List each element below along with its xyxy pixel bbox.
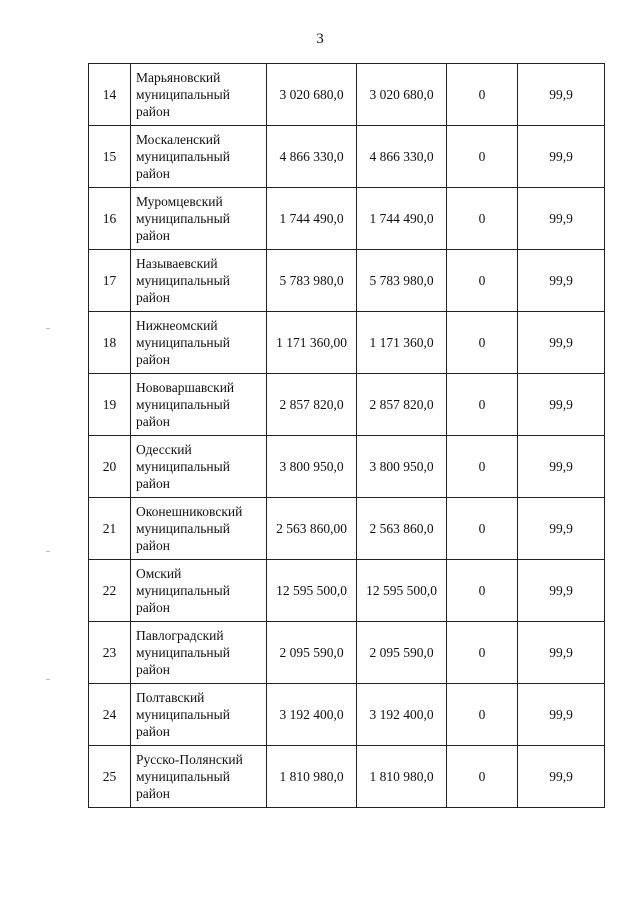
- amount-difference: 0: [447, 250, 518, 312]
- table-row: [89, 622, 605, 684]
- row-number: 21: [89, 498, 131, 560]
- percent-value: 99,9: [518, 436, 605, 498]
- amount-actual: 2 857 820,0: [357, 374, 447, 436]
- district-name: [131, 560, 267, 622]
- table-row: [89, 374, 605, 436]
- district-name-line: район: [136, 662, 170, 677]
- district-name-line: Нововаршавский: [136, 380, 235, 395]
- amount-planned: 1 810 980,0: [267, 746, 357, 808]
- district-name-line: муниципальный: [136, 769, 230, 784]
- amount-actual: 1 810 980,0: [357, 746, 447, 808]
- row-number: 16: [89, 188, 131, 250]
- amount-actual: 12 595 500,0: [357, 560, 447, 622]
- amount-actual: 3 192 400,0: [357, 684, 447, 746]
- amount-actual: 3 800 950,0: [357, 436, 447, 498]
- amount-difference: 0: [447, 684, 518, 746]
- amount-planned: 3 020 680,0: [267, 64, 357, 126]
- district-name-line: муниципальный: [136, 521, 230, 536]
- table-row: [89, 498, 605, 560]
- budget-table: [88, 63, 605, 808]
- row-number: 15: [89, 126, 131, 188]
- row-number: 18: [89, 312, 131, 374]
- amount-difference: 0: [447, 560, 518, 622]
- district-name-line: район: [136, 786, 170, 801]
- district-name: [131, 436, 267, 498]
- district-name-line: Муромцевский: [136, 194, 223, 209]
- district-name-line: муниципальный: [136, 707, 230, 722]
- amount-planned: 2 857 820,0: [267, 374, 357, 436]
- row-number: 25: [89, 746, 131, 808]
- amount-difference: 0: [447, 312, 518, 374]
- row-number: 14: [89, 64, 131, 126]
- amount-difference: 0: [447, 188, 518, 250]
- district-name-line: муниципальный: [136, 459, 230, 474]
- district-name: [131, 622, 267, 684]
- percent-value: 99,9: [518, 374, 605, 436]
- percent-value: 99,9: [518, 188, 605, 250]
- percent-value: 99,9: [518, 250, 605, 312]
- amount-planned: 3 192 400,0: [267, 684, 357, 746]
- district-name: [131, 64, 267, 126]
- district-name-line: муниципальный: [136, 583, 230, 598]
- district-name: [131, 374, 267, 436]
- amount-actual: 1 744 490,0: [357, 188, 447, 250]
- district-name-line: Омский: [136, 566, 182, 581]
- table-row: [89, 64, 605, 126]
- table-row: [89, 746, 605, 808]
- row-number: 17: [89, 250, 131, 312]
- row-number: 23: [89, 622, 131, 684]
- amount-planned: 2 563 860,00: [267, 498, 357, 560]
- district-name-line: муниципальный: [136, 397, 230, 412]
- district-name: [131, 250, 267, 312]
- amount-difference: 0: [447, 126, 518, 188]
- amount-actual: 4 866 330,0: [357, 126, 447, 188]
- table-row: [89, 436, 605, 498]
- district-name-line: район: [136, 290, 170, 305]
- amount-difference: 0: [447, 64, 518, 126]
- district-name-line: район: [136, 414, 170, 429]
- district-name-line: Одесский: [136, 442, 192, 457]
- amount-planned: 12 595 500,0: [267, 560, 357, 622]
- amount-planned: 1 171 360,00: [267, 312, 357, 374]
- percent-value: 99,9: [518, 312, 605, 374]
- district-name-line: район: [136, 166, 170, 181]
- table-row: [89, 560, 605, 622]
- district-name-line: район: [136, 724, 170, 739]
- percent-value: 99,9: [518, 622, 605, 684]
- amount-actual: 3 020 680,0: [357, 64, 447, 126]
- amount-planned: 3 800 950,0: [267, 436, 357, 498]
- district-name: [131, 312, 267, 374]
- margin-mark: [46, 328, 50, 329]
- percent-value: 99,9: [518, 684, 605, 746]
- district-name-line: Русско-Полянский: [136, 752, 243, 767]
- table-row: [89, 312, 605, 374]
- district-name-line: муниципальный: [136, 211, 230, 226]
- percent-value: 99,9: [518, 126, 605, 188]
- amount-actual: 2 095 590,0: [357, 622, 447, 684]
- district-name-line: Полтавский: [136, 690, 205, 705]
- district-name-line: муниципальный: [136, 335, 230, 350]
- district-name: [131, 126, 267, 188]
- district-name: [131, 188, 267, 250]
- district-name-line: Оконешниковский: [136, 504, 243, 519]
- table-row: [89, 188, 605, 250]
- district-name-line: муниципальный: [136, 149, 230, 164]
- amount-actual: 2 563 860,0: [357, 498, 447, 560]
- district-name: [131, 746, 267, 808]
- table-body: [89, 64, 605, 808]
- district-name-line: Нижнеомский: [136, 318, 218, 333]
- amount-planned: 1 744 490,0: [267, 188, 357, 250]
- district-name-line: Называевский: [136, 256, 218, 271]
- amount-difference: 0: [447, 436, 518, 498]
- amount-planned: 4 866 330,0: [267, 126, 357, 188]
- amount-planned: 5 783 980,0: [267, 250, 357, 312]
- percent-value: 99,9: [518, 560, 605, 622]
- district-name-line: муниципальный: [136, 273, 230, 288]
- percent-value: 99,9: [518, 64, 605, 126]
- row-number: 20: [89, 436, 131, 498]
- district-name: [131, 684, 267, 746]
- district-name-line: муниципальный: [136, 645, 230, 660]
- table-row: [89, 684, 605, 746]
- row-number: 19: [89, 374, 131, 436]
- district-name-line: район: [136, 104, 170, 119]
- percent-value: 99,9: [518, 498, 605, 560]
- district-name-line: район: [136, 476, 170, 491]
- amount-difference: 0: [447, 498, 518, 560]
- margin-mark: [46, 551, 50, 552]
- amount-difference: 0: [447, 746, 518, 808]
- row-number: 24: [89, 684, 131, 746]
- district-name-line: район: [136, 538, 170, 553]
- amount-planned: 2 095 590,0: [267, 622, 357, 684]
- amount-difference: 0: [447, 622, 518, 684]
- district-name-line: Москаленский: [136, 132, 221, 147]
- row-number: 22: [89, 560, 131, 622]
- page-number: 3: [316, 31, 324, 47]
- percent-value: 99,9: [518, 746, 605, 808]
- amount-difference: 0: [447, 374, 518, 436]
- district-name-line: Павлоградский: [136, 628, 224, 643]
- district-name-line: район: [136, 600, 170, 615]
- table-row: [89, 126, 605, 188]
- table-row: [89, 250, 605, 312]
- district-name: [131, 498, 267, 560]
- margin-mark: [46, 679, 50, 680]
- district-name-line: район: [136, 352, 170, 367]
- district-name-line: муниципальный: [136, 87, 230, 102]
- district-name-line: район: [136, 228, 170, 243]
- amount-actual: 5 783 980,0: [357, 250, 447, 312]
- amount-actual: 1 171 360,0: [357, 312, 447, 374]
- district-name-line: Марьяновский: [136, 70, 221, 85]
